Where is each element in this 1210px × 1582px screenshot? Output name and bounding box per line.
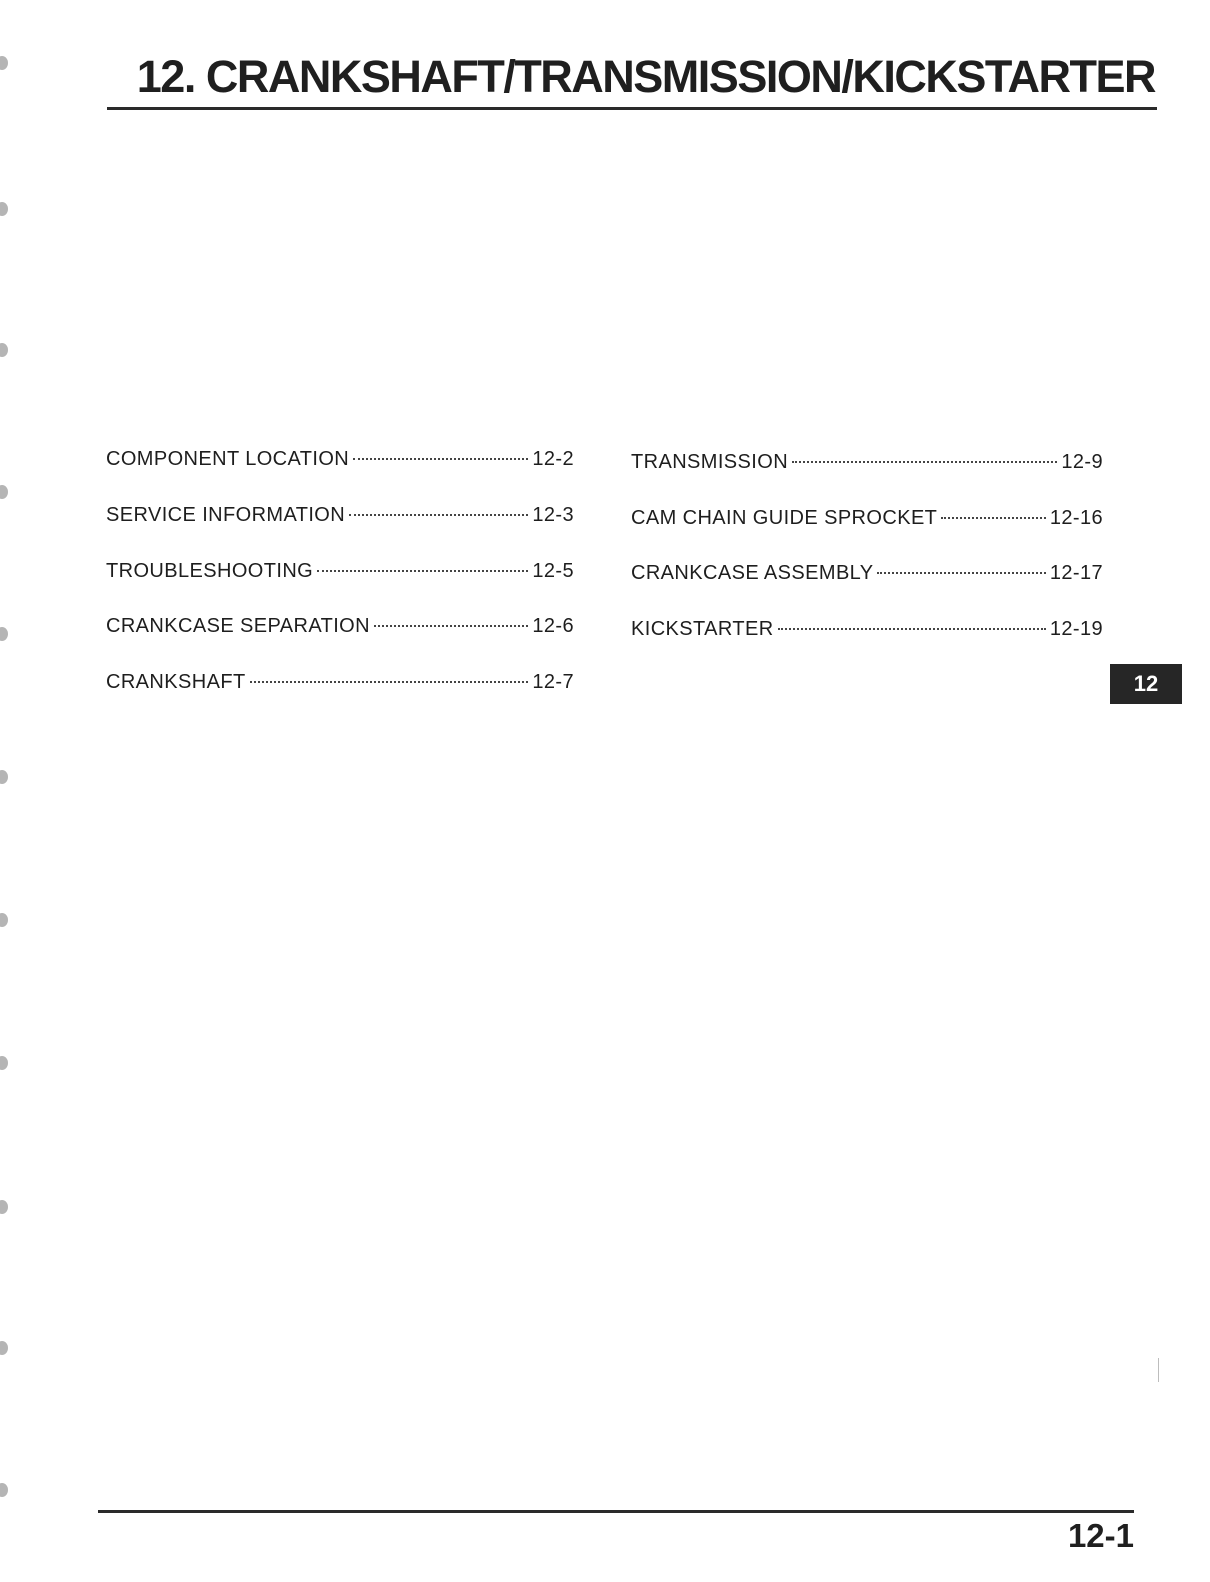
toc-leader-dots: [250, 681, 529, 683]
page-title: 12. CRANKSHAFT/TRANSMISSION/KICKSTARTER: [136, 51, 1155, 102]
binder-hole: [0, 627, 8, 641]
binder-hole: [0, 343, 8, 357]
toc-entry-page: 12-17: [1049, 562, 1103, 584]
toc-leader-dots: [941, 517, 1046, 519]
toc-entry[interactable]: [106, 504, 574, 527]
page-number: 12-1: [1067, 1517, 1134, 1554]
toc-leader-dots: [877, 572, 1045, 574]
toc-entry-page: 12-5: [532, 560, 574, 582]
toc-leader-dots: [778, 628, 1046, 630]
toc-entry-page: 12-7: [532, 671, 574, 693]
toc-entry-label: KICKSTARTER: [631, 618, 774, 640]
toc-entry-label: COMPONENT LOCATION: [106, 448, 350, 470]
toc-entry-label: TROUBLESHOOTING: [106, 560, 314, 582]
toc-entry-page: 12-3: [532, 504, 574, 526]
toc-entry-label: CRANKSHAFT: [106, 671, 246, 693]
toc-entry-label: CAM CHAIN GUIDE SPROCKET: [631, 507, 938, 529]
toc-entry-label: SERVICE INFORMATION: [106, 504, 346, 526]
footer-rule: [98, 1510, 1134, 1513]
binder-hole: [0, 913, 8, 927]
toc-entry-page: 12-16: [1049, 507, 1103, 529]
toc-entry-page: 12-19: [1049, 618, 1103, 640]
toc-entry-label: CRANKCASE ASSEMBLY: [631, 562, 874, 584]
toc-entry-page: 12-6: [532, 615, 574, 637]
scan-artifact: [1158, 1358, 1159, 1382]
binder-hole: [0, 1341, 8, 1355]
toc-leader-dots: [792, 461, 1057, 463]
toc-entry[interactable]: [631, 618, 1103, 641]
toc-leader-dots: [349, 514, 528, 516]
toc-entry[interactable]: [631, 507, 1103, 530]
binder-hole: [0, 1200, 8, 1214]
toc-leader-dots: [353, 458, 528, 460]
toc-entry[interactable]: [631, 451, 1103, 474]
chapter-tab: 12: [1110, 664, 1182, 704]
binder-hole: [0, 1483, 8, 1497]
toc-leader-dots: [374, 625, 528, 627]
toc-entry-label: CRANKCASE SEPARATION: [106, 615, 370, 637]
binder-hole: [0, 1056, 8, 1070]
title-rule: [107, 107, 1157, 110]
toc-entry-page: 12-2: [532, 448, 574, 470]
toc-entry[interactable]: [106, 448, 574, 471]
toc-entry[interactable]: [631, 562, 1103, 585]
toc-entry[interactable]: [106, 671, 574, 694]
binder-hole: [0, 770, 8, 784]
toc-leader-dots: [317, 570, 528, 572]
binder-hole: [0, 56, 8, 70]
toc-entry-label: TRANSMISSION: [631, 451, 789, 473]
toc-entry-page: 12-9: [1061, 451, 1103, 473]
toc-entry[interactable]: [106, 615, 574, 638]
binder-hole: [0, 202, 8, 216]
binder-hole: [0, 485, 8, 499]
toc-entry[interactable]: [106, 560, 574, 583]
